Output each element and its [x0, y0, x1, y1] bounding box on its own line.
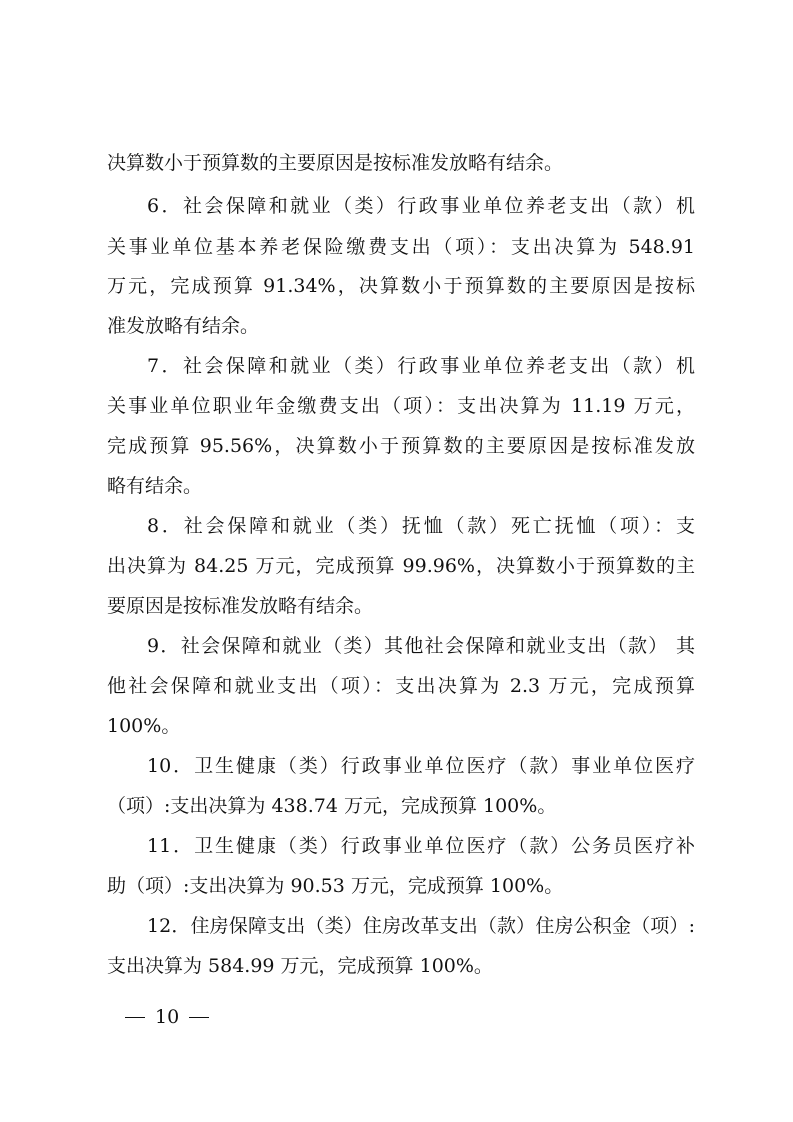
- paragraph-11-line-1: 11．卫生健康（类）行政事业单位医疗（款）公务员医疗补: [147, 835, 695, 857]
- paragraph-9-line-1: 9．社会保障和就业（类）其他社会保障和就业支出（款） 其: [147, 635, 695, 657]
- paragraph-7-line-2: 关事业单位职业年金缴费支出（项）：支出决算为 11.19 万元，: [107, 395, 695, 417]
- paragraph-7-line-1: 7．社会保障和就业（类）行政事业单位养老支出（款）机: [147, 355, 695, 377]
- right-dash-divider: [189, 1017, 209, 1018]
- paragraph-12-line-1: 12．住房保障支出（类）住房改革支出（款）住房公积金（项）:: [147, 915, 695, 937]
- page-number: 10: [155, 1006, 180, 1028]
- left-dash-divider: [125, 1017, 145, 1018]
- paragraph-9-line-3: 100%。: [107, 715, 181, 737]
- paragraph-12-line-2: 支出决算为 584.99 万元，完成预算 100%。: [107, 955, 493, 977]
- paragraph-7-line-3: 完成预算 95.56%，决算数小于预算数的主要原因是按标准发放: [107, 435, 695, 457]
- page-footer: [125, 1000, 209, 1034]
- paragraph-8-line-3: 要原因是按标准发放略有结余。: [107, 595, 374, 617]
- paragraph-8-line-2: 出决算为 84.25 万元，完成预算 99.96%，决算数小于预算数的主: [107, 555, 695, 577]
- paragraph-11-line-2: 助（项）:支出决算为 90.53 万元，完成预算 100%。: [107, 875, 564, 897]
- paragraph-6-line-4: 准发放略有结余。: [107, 315, 260, 337]
- paragraph-6-line-1: 6．社会保障和就业（类）行政事业单位养老支出（款）机: [147, 195, 695, 217]
- paragraph-7-line-4: 略有结余。: [107, 475, 203, 497]
- paragraph-10-line-2: （项）:支出决算为 438.74 万元，完成预算 100%。: [107, 795, 557, 817]
- paragraph-6-line-3: 万元，完成预算 91.34%，决算数小于预算数的主要原因是按标: [107, 275, 695, 297]
- paragraph-10-line-1: 10．卫生健康（类）行政事业单位医疗（款）事业单位医疗: [147, 755, 695, 777]
- paragraph-6-line-2: 关事业单位基本养老保险缴费支出（项）：支出决算为 548.91: [107, 236, 695, 258]
- text-line: 决算数小于预算数的主要原因是按标准发放略有结余。: [107, 152, 564, 174]
- paragraph-8-line-1: 8．社会保障和就业（类）抚恤（款）死亡抚恤（项）：支: [147, 515, 695, 537]
- paragraph-9-line-2: 他社会保障和就业支出（项）：支出决算为 2.3 万元，完成预算: [107, 675, 695, 697]
